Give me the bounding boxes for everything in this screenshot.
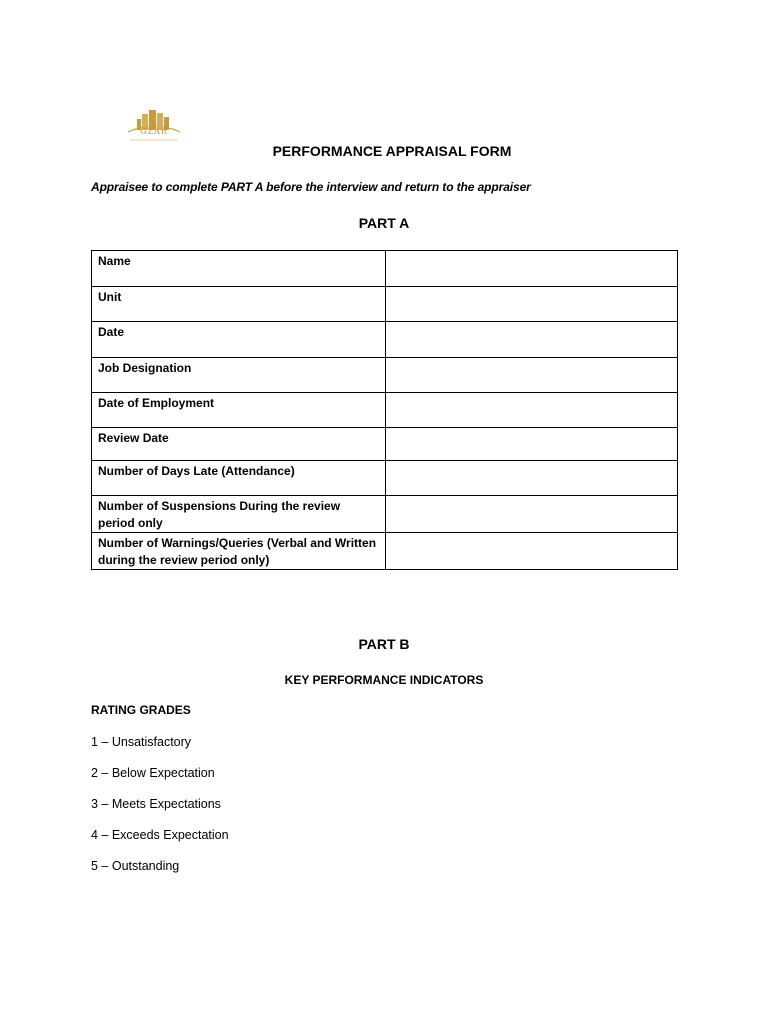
field-unit[interactable] [386,287,678,322]
table-row [92,251,678,287]
field-days-late[interactable] [386,461,678,496]
list-item: 1 – Unsatisfactory [91,735,192,749]
kpi-heading: KEY PERFORMANCE INDICATORS [284,673,484,687]
field-name[interactable] [386,251,678,287]
company-logo [124,106,184,146]
row-label-warnings: Number of Warnings/Queries (Verbal and Written during the review period only) [92,533,386,570]
table-row [92,358,678,393]
row-label-date-of-employment: Date of Employment [92,393,386,428]
part-a-table [91,250,678,570]
row-label-unit: Unit [92,287,386,322]
logo-text: GZAR [140,127,168,136]
table-row [92,393,678,428]
row-label-name: Name [92,251,386,287]
row-label-date: Date [92,322,386,358]
table-row [92,496,678,533]
list-item: 5 – Outstanding [91,859,180,873]
field-date[interactable] [386,322,678,358]
part-a-heading: PART A [358,215,410,231]
table-row [92,461,678,496]
list-item: 3 – Meets Expectations [91,797,221,811]
table-row [92,322,678,358]
row-label-suspensions: Number of Suspensions During the review period only [92,496,386,533]
field-warnings[interactable] [386,533,678,570]
field-job-designation[interactable] [386,358,678,393]
table-row [92,533,678,570]
row-label-review-date: Review Date [92,428,386,461]
instruction-text: Appraisee to complete PART A before the interview and return to the appraiser [91,180,531,194]
page-title: PERFORMANCE APPRAISAL FORM [272,143,512,159]
table-row [92,428,678,461]
part-b-heading: PART B [358,636,410,652]
list-item: 4 – Exceeds Expectation [91,828,229,842]
table-row [92,287,678,322]
field-date-of-employment[interactable] [386,393,678,428]
field-suspensions[interactable] [386,496,678,533]
rating-grades-title: RATING GRADES [91,703,191,717]
rating-grades-list [91,734,229,889]
row-label-job-designation: Job Designation [92,358,386,393]
row-label-days-late: Number of Days Late (Attendance) [92,461,386,496]
field-review-date[interactable] [386,428,678,461]
list-item: 2 – Below Expectation [91,766,215,780]
